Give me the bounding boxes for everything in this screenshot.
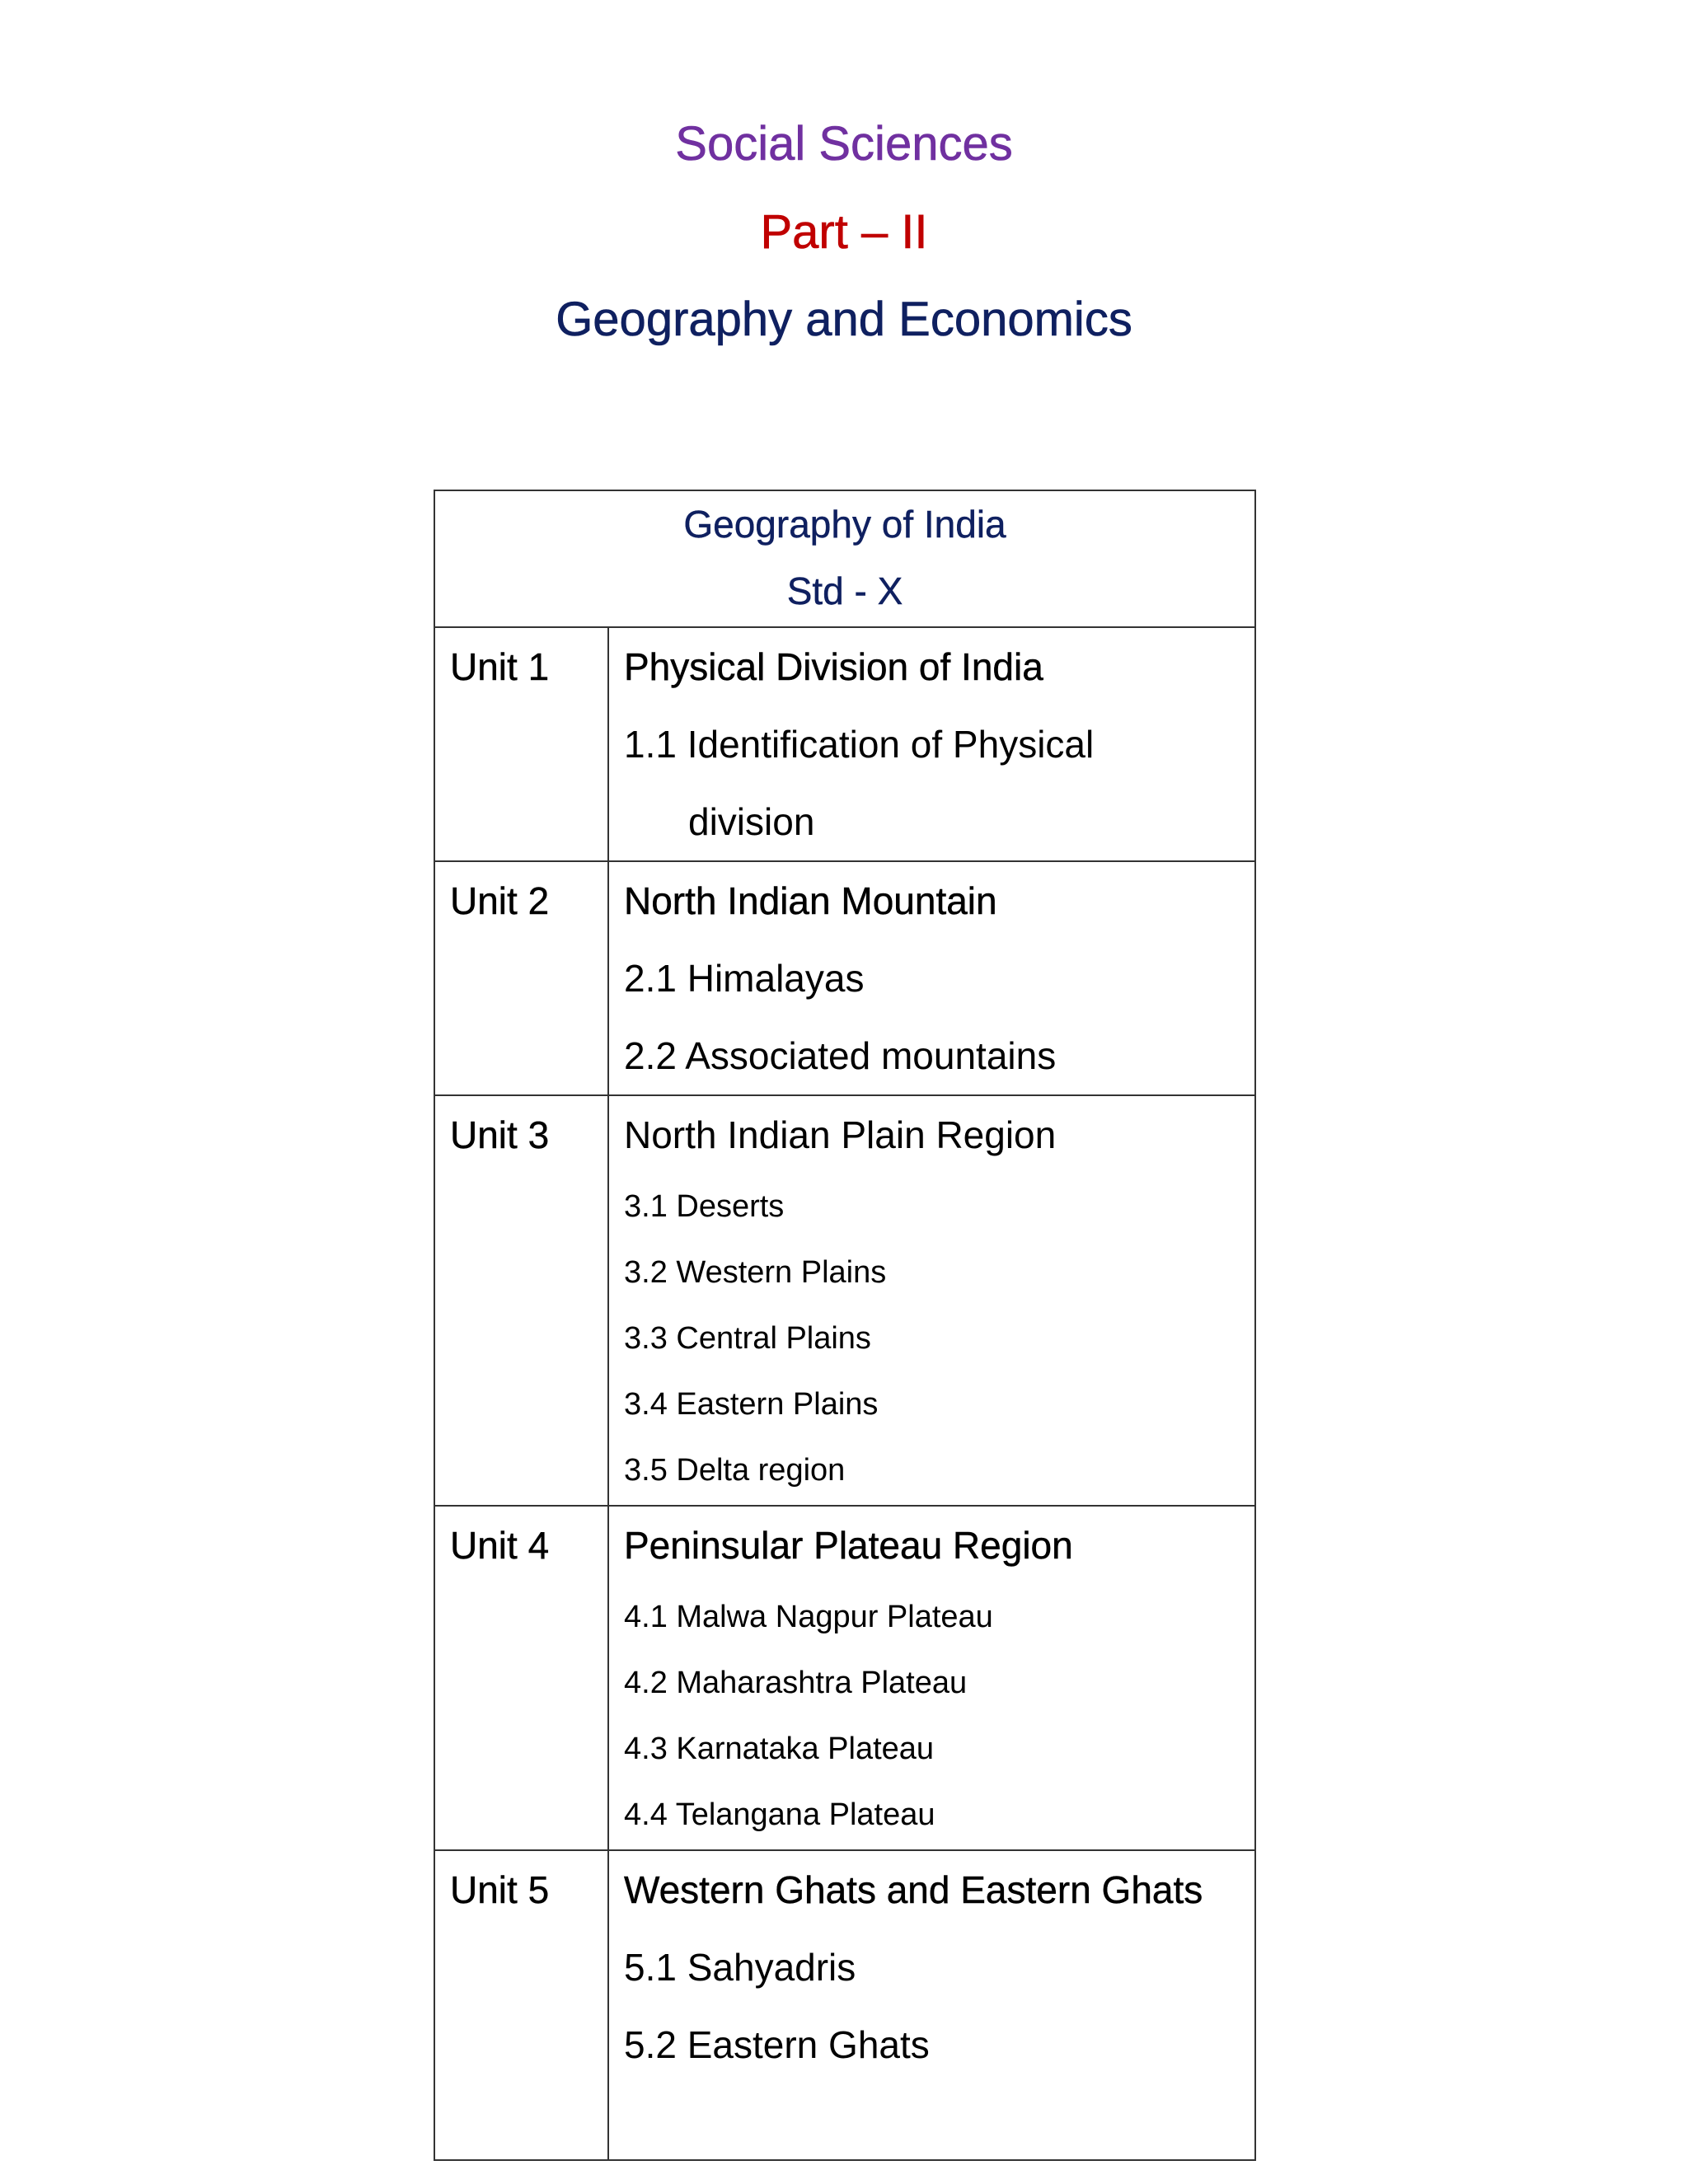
topic-item: 3.4 Eastern Plains [624,1387,879,1422]
table-row [434,1506,1255,1850]
book-title-heading: Geography and Economics [556,293,1132,346]
table-row [434,627,1255,861]
unit-content [608,861,1255,1095]
table-header-cell [434,490,1255,627]
topic-item: 3.2 Western Plains [624,1255,887,1290]
topic-item: 2.1 Himalayas [624,957,865,1000]
topic-item: 4.4 Telangana Plateau [624,1797,935,1832]
unit-title: North Indian Mountain [624,879,997,922]
unit-content [608,1506,1255,1850]
table-heading: Geography of India [683,503,1006,546]
topic-item: 2.2 Associated mountains [624,1034,1057,1077]
unit-title: North Indian Plain Region [624,1113,1057,1156]
table-header-row [434,490,1255,627]
syllabus-table [434,490,1256,2161]
topic-item: 5.1 Sahyadris [624,1946,856,1989]
unit-title: Physical Division of India [624,645,1043,688]
unit-label: Unit 1 [434,627,608,861]
part-heading: Part – II [760,205,928,259]
topic-item: 4.1 Malwa Nagpur Plateau [624,1600,993,1634]
unit-title: Western Ghats and Eastern Ghats [624,1868,1203,1911]
topic-item: 3.5 Delta region [624,1453,846,1488]
unit-content [608,627,1255,861]
topic-item-continuation: division [688,800,815,843]
unit-label: Unit 2 [434,861,608,1095]
topic-item: 4.2 Maharashtra Plateau [624,1666,968,1700]
topic-item: 3.3 Central Plains [624,1321,871,1356]
topic-item: 3.1 Deserts [624,1189,785,1224]
table-row [434,1850,1255,2160]
topic-item: 5.2 Eastern Ghats [624,2023,930,2066]
subject-heading: Social Sciences [675,117,1013,171]
topic-item: 4.3 Karnataka Plateau [624,1732,935,1766]
unit-label: Unit 4 [434,1506,608,1850]
unit-content [608,1095,1255,1506]
unit-title: Peninsular Plateau Region [624,1524,1073,1567]
unit-label: Unit 5 [434,1850,608,2160]
table-standard: Std - X [786,569,903,612]
unit-content [608,1850,1255,2160]
unit-label: Unit 3 [434,1095,608,1506]
topic-item: 1.1 Identification of Physical [624,723,1095,766]
table-row [434,861,1255,1095]
table-row [434,1095,1255,1506]
